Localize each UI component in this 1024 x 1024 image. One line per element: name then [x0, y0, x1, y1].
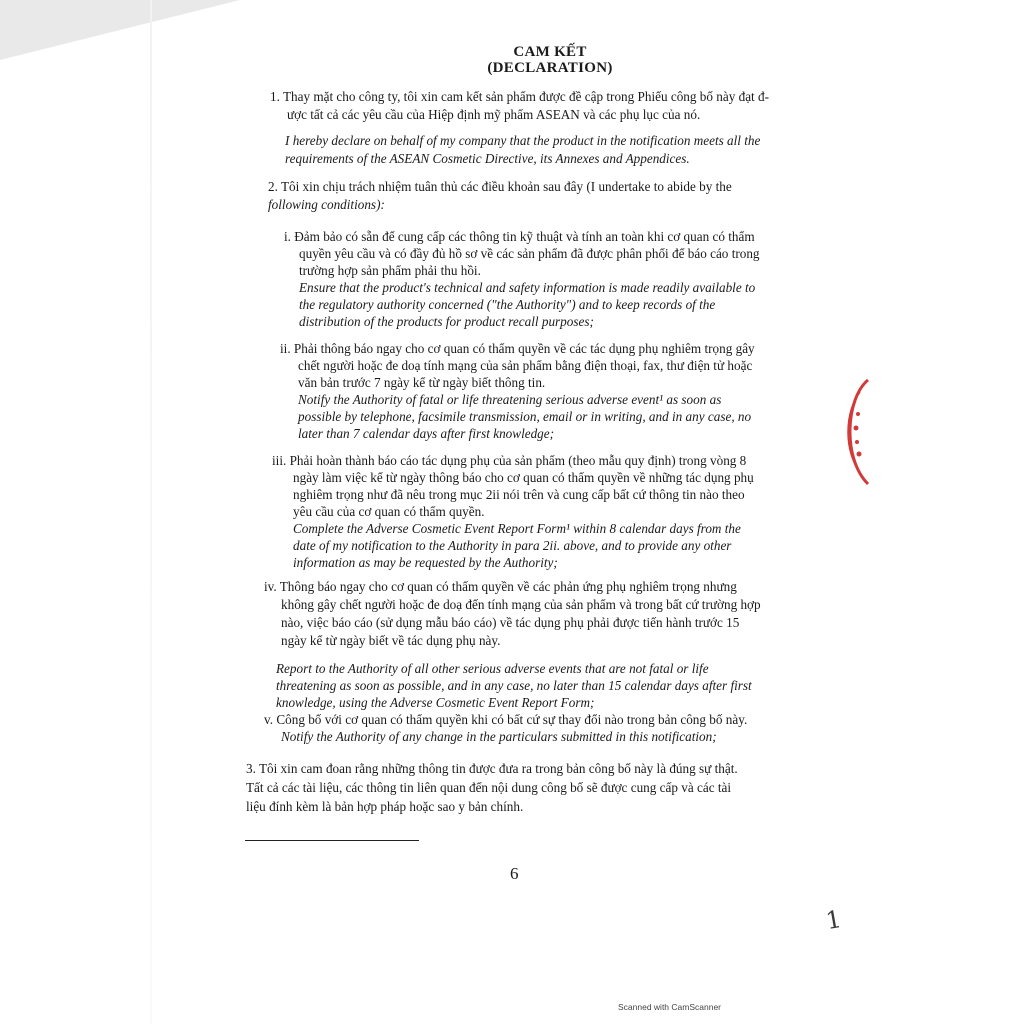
item2i-en-line2: the regulatory authority concerned ("the Authority") and to keep records of the — [299, 297, 716, 312]
item2iv-vi-line4: ngày kể từ ngày biết về tác dụng phụ này. — [281, 633, 501, 648]
item2iii-en-line3: information as may be requested by the Authority; — [293, 555, 558, 570]
item1-vi-line2: ược tất cả các yêu cầu của Hiệp định mỹ phẩm ASEAN và các phụ lục của nó. — [287, 107, 701, 122]
item2iv-vi-line3: nào, việc báo cáo (sử dụng mẫu báo cáo) về tác dụng phụ phải được tiến hành trước 15 — [281, 615, 740, 630]
item2i-en-line1: Ensure that the product's technical and safety information is made readily available to — [299, 280, 756, 295]
item1-en-line1: I hereby declare on behalf of my company that the product in the notification meets all the — [285, 133, 761, 148]
footnote-separator — [245, 840, 419, 841]
item1-vi-line1: 1. Thay mặt cho công ty, tôi xin cam kết sản phẩm được đề cập trong Phiếu công bố này đạt đ- — [270, 89, 770, 104]
item3-line2: Tất cả các tài liệu, các thông tin liên quan đến nội dung công bố sẽ được cung cấp và các tài — [246, 780, 732, 795]
item2iii-vi-line1: iii. Phải hoàn thành báo cáo tác dụng phụ của sản phẩm (theo mẫu quy định) trong vòng 8 — [272, 453, 747, 468]
item2iii-en-line2: date of my notification to the Authority in para 2ii. above, and to provide any other — [293, 538, 732, 553]
item2i-en-line3: distribution of the products for product recall purposes; — [299, 314, 594, 329]
document-subtitle: (DECLARATION) — [487, 60, 613, 76]
item2iv-en-line3: knowledge, using the Adverse Cosmetic Event Report Form; — [276, 695, 595, 710]
item2iii-vi-line4: yêu cầu của cơ quan có thẩm quyền. — [293, 504, 485, 519]
item2ii-en-line1: Notify the Authority of fatal or life threatening serious adverse event¹ as soon as — [298, 392, 722, 407]
item2iv-en-line2: threatening as soon as possible, and in any case, no later than 15 calendar days after first — [276, 678, 752, 693]
item2v-en-line1: Notify the Authority of any change in the particulars submitted in this notification; — [281, 729, 717, 744]
item2ii-en-line3: later than 7 calendar days after first knowledge; — [298, 426, 555, 441]
item2i-vi-line1: i. Đảm bảo có sẵn để cung cấp các thông tin kỹ thuật và tính an toàn khi cơ quan có thẩm — [284, 229, 755, 244]
page-number: 6 — [510, 864, 519, 883]
handwritten-mark: 1 — [823, 904, 844, 936]
item2i-vi-line3: trường hợp sản phẩm phải thu hồi. — [299, 263, 481, 278]
item2ii-en-line2: possible by telephone, facsimile transmission, email or in writing, and in any case, no — [298, 409, 752, 424]
red-stamp-seal — [838, 378, 872, 486]
item2iv-en-line1: Report to the Authority of all other serious adverse events that are not fatal or life — [276, 661, 709, 676]
item3-line3: liệu đính kèm là bản hợp pháp hoặc sao y bản chính. — [246, 799, 524, 814]
item2ii-vi-line2: chết người hoặc đe doạ tính mạng của sản phẩm bằng điện thoại, fax, thư điện tử hoặc — [298, 358, 753, 373]
page-corner-fold — [0, 0, 240, 60]
item1-en-line2: requirements of the ASEAN Cosmetic Directive, its Annexes and Appendices. — [285, 151, 690, 166]
item3-line1: 3. Tôi xin cam đoan rằng những thông tin được đưa ra trong bản công bố này là đúng sự thật. — [246, 761, 738, 776]
document-title: CAM KẾT — [513, 44, 587, 60]
item2iv-vi-line2: không gây chết người hoặc đe doạ đến tính mạng của sản phẩm và trong bất cứ trường hợp — [281, 597, 761, 612]
item2ii-vi-line3: văn bản trước 7 ngày kể từ ngày biết thông tin. — [298, 375, 546, 390]
item2-line1: 2. Tôi xin chịu trách nhiệm tuân thủ các điều khoản sau đây (I undertake to abide by the — [268, 179, 732, 194]
scanner-watermark: Scanned with CamScanner — [618, 1002, 722, 1012]
item2iii-vi-line2: ngày làm việc kể từ ngày thông báo cho cơ quan có thẩm quyền về những tác dụng phụ — [293, 470, 754, 485]
item2iii-vi-line3: nghiêm trọng như đã nêu trong mục 2ii nói trên và cung cấp bất cứ thông tin nào theo — [293, 487, 745, 502]
item2v-vi-line1: v. Công bố với cơ quan có thẩm quyền khi có bất cứ sự thay đổi nào trong bản công bố này. — [264, 712, 748, 727]
item2iv-vi-line1: iv. Thông báo ngay cho cơ quan có thẩm quyền về các phản ứng phụ nghiêm trọng nhưng — [264, 579, 737, 594]
page-edge-shadow — [150, 0, 152, 1024]
item2iii-en-line1: Complete the Adverse Cosmetic Event Report Form¹ within 8 calendar days from the — [293, 521, 741, 536]
item2i-vi-line2: quyền yêu cầu và có đầy đủ hồ sơ về các sản phẩm đã được phân phối để báo cáo trong — [299, 246, 760, 261]
item2-line2: following conditions): — [268, 197, 385, 212]
item2ii-vi-line1: ii. Phải thông báo ngay cho cơ quan có thẩm quyền về các tác dụng phụ nghiêm trọng gây — [280, 341, 755, 356]
